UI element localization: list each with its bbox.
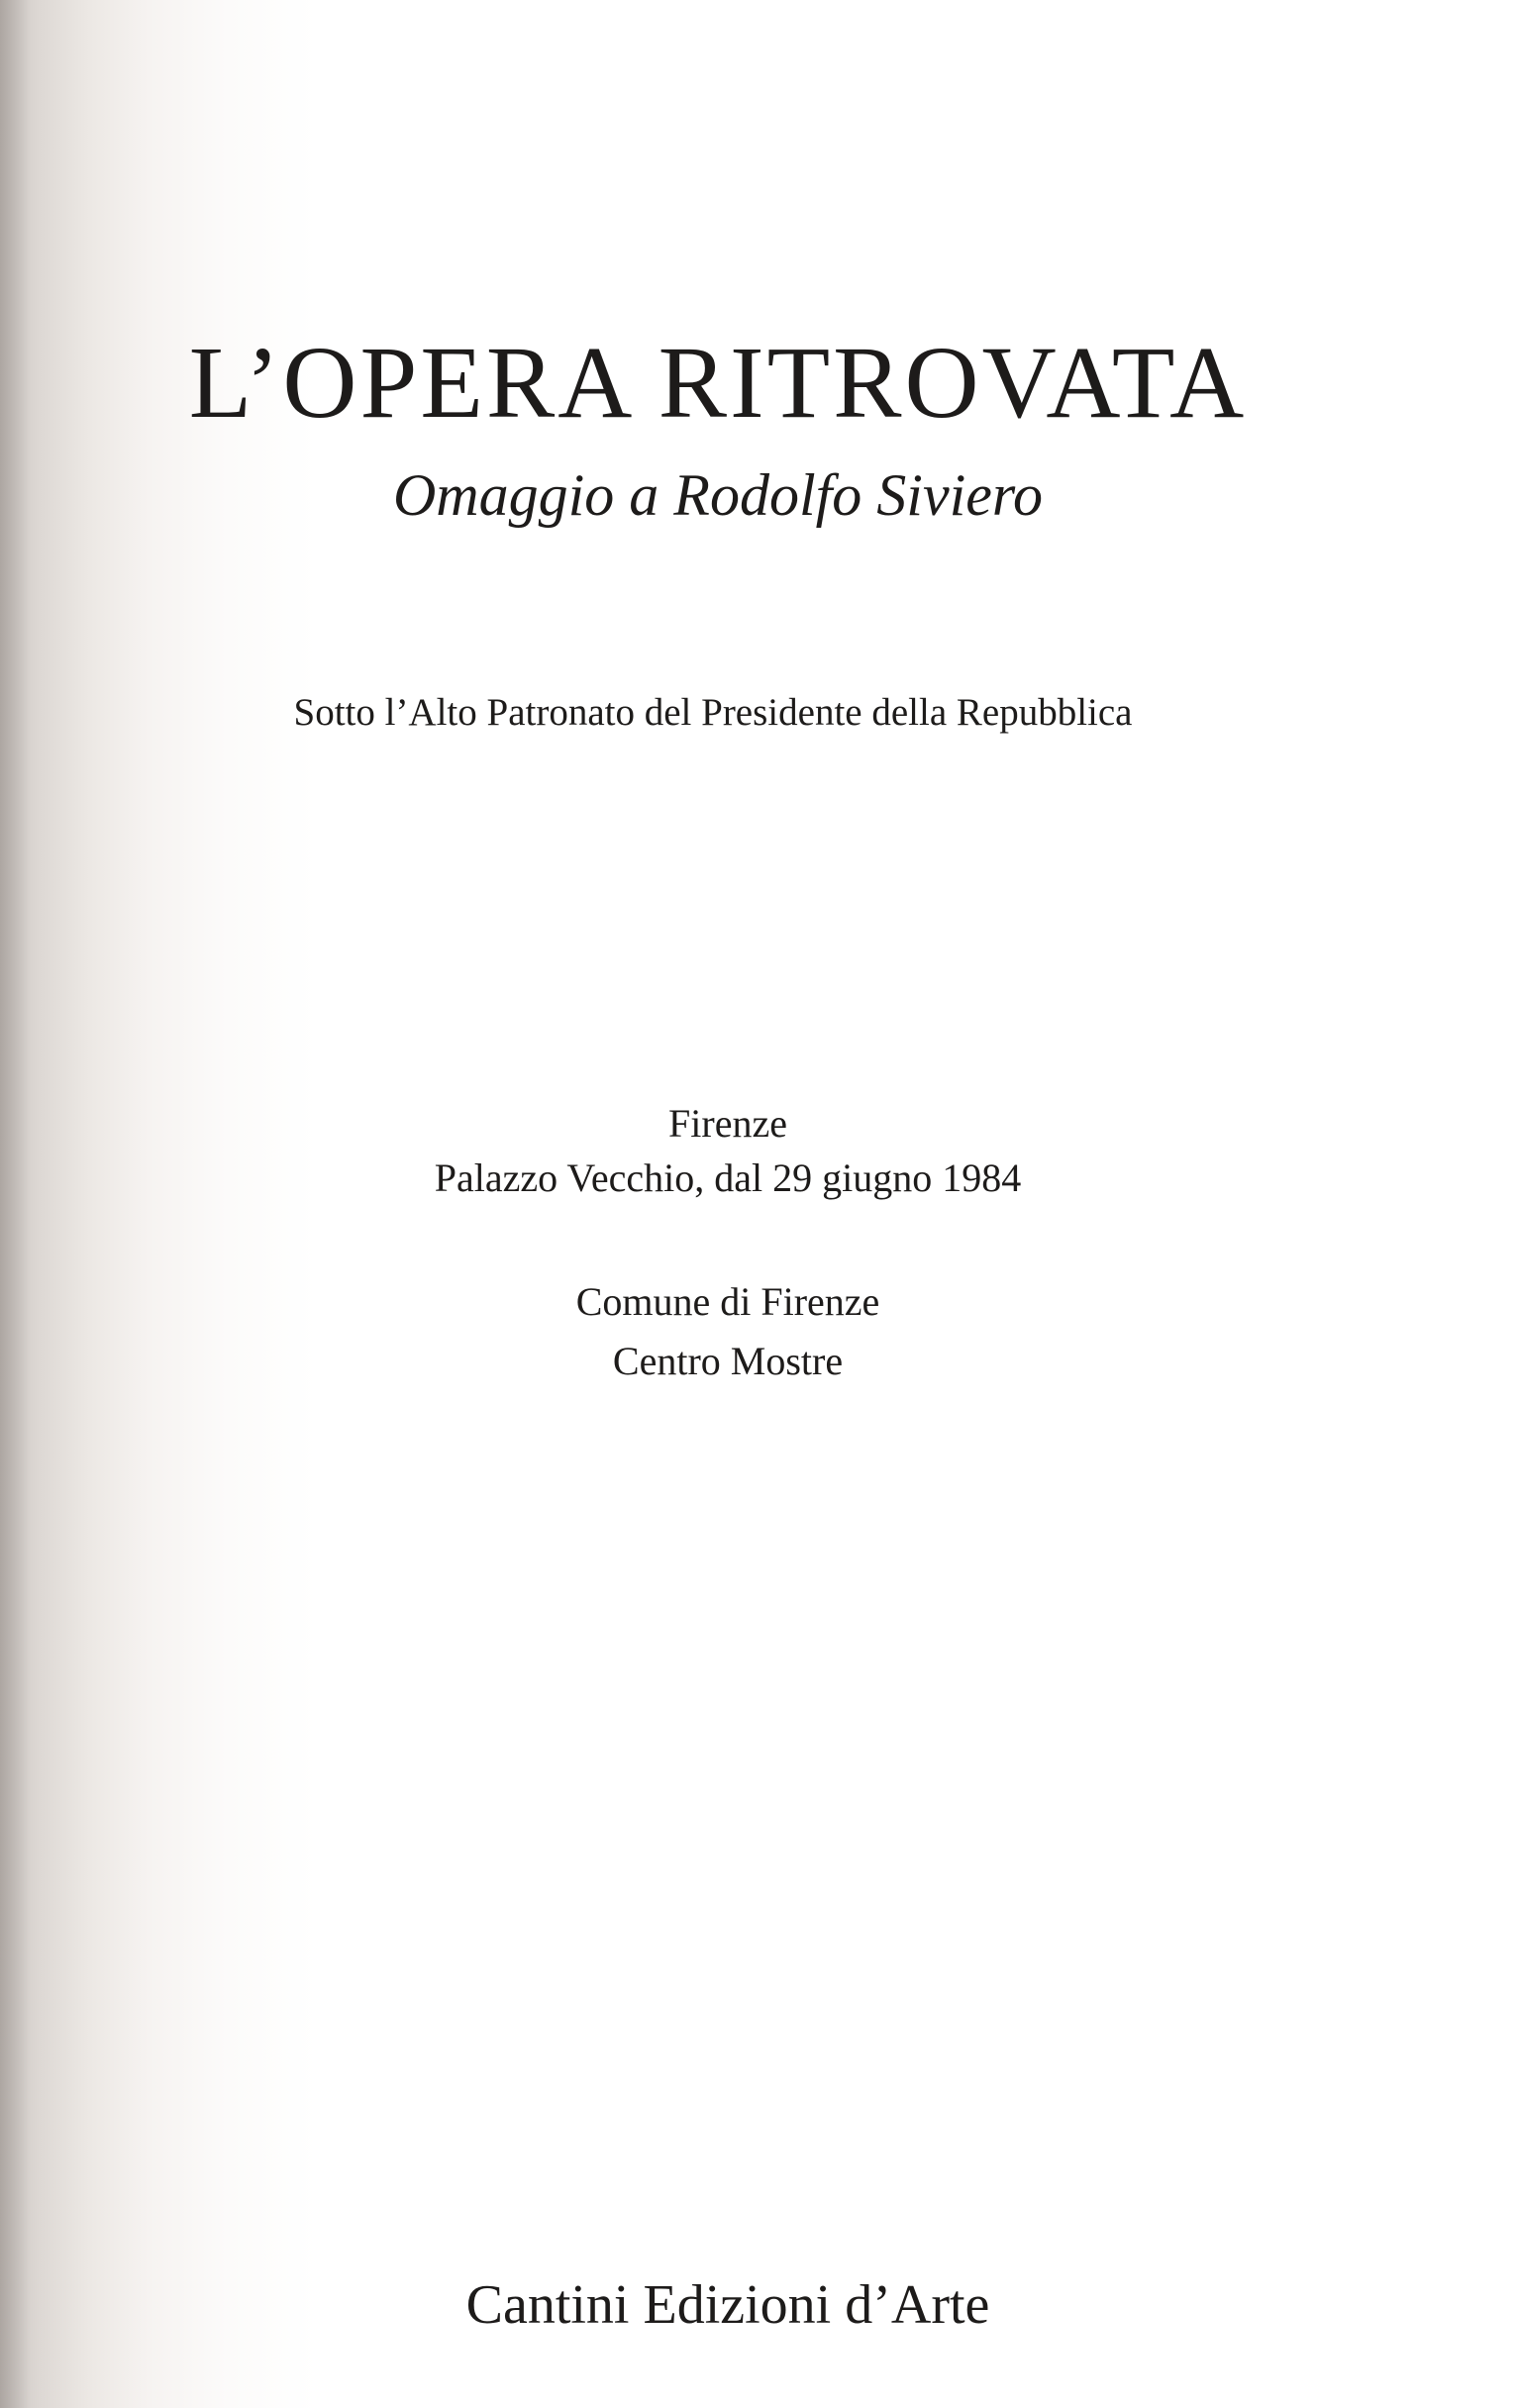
spine-shadow bbox=[0, 0, 30, 2408]
organizer-line-1: Comune di Firenze bbox=[575, 1279, 880, 1324]
book-title: L’OPERA RITROVATA bbox=[188, 326, 1248, 440]
publisher-name: Cantini Edizioni d’Arte bbox=[465, 2274, 990, 2336]
book-subtitle: Omaggio a Rodolfo Siviero bbox=[392, 462, 1044, 528]
exhibition-venue-dates: Palazzo Vecchio, dal 29 giugno 1984 bbox=[434, 1155, 1022, 1200]
patronage-line: Sotto l’Alto Patronato del Presidente della Repubblica bbox=[293, 691, 1133, 734]
exhibition-city: Firenze bbox=[668, 1101, 787, 1146]
organizer-line-2: Centro Mostre bbox=[612, 1339, 844, 1383]
